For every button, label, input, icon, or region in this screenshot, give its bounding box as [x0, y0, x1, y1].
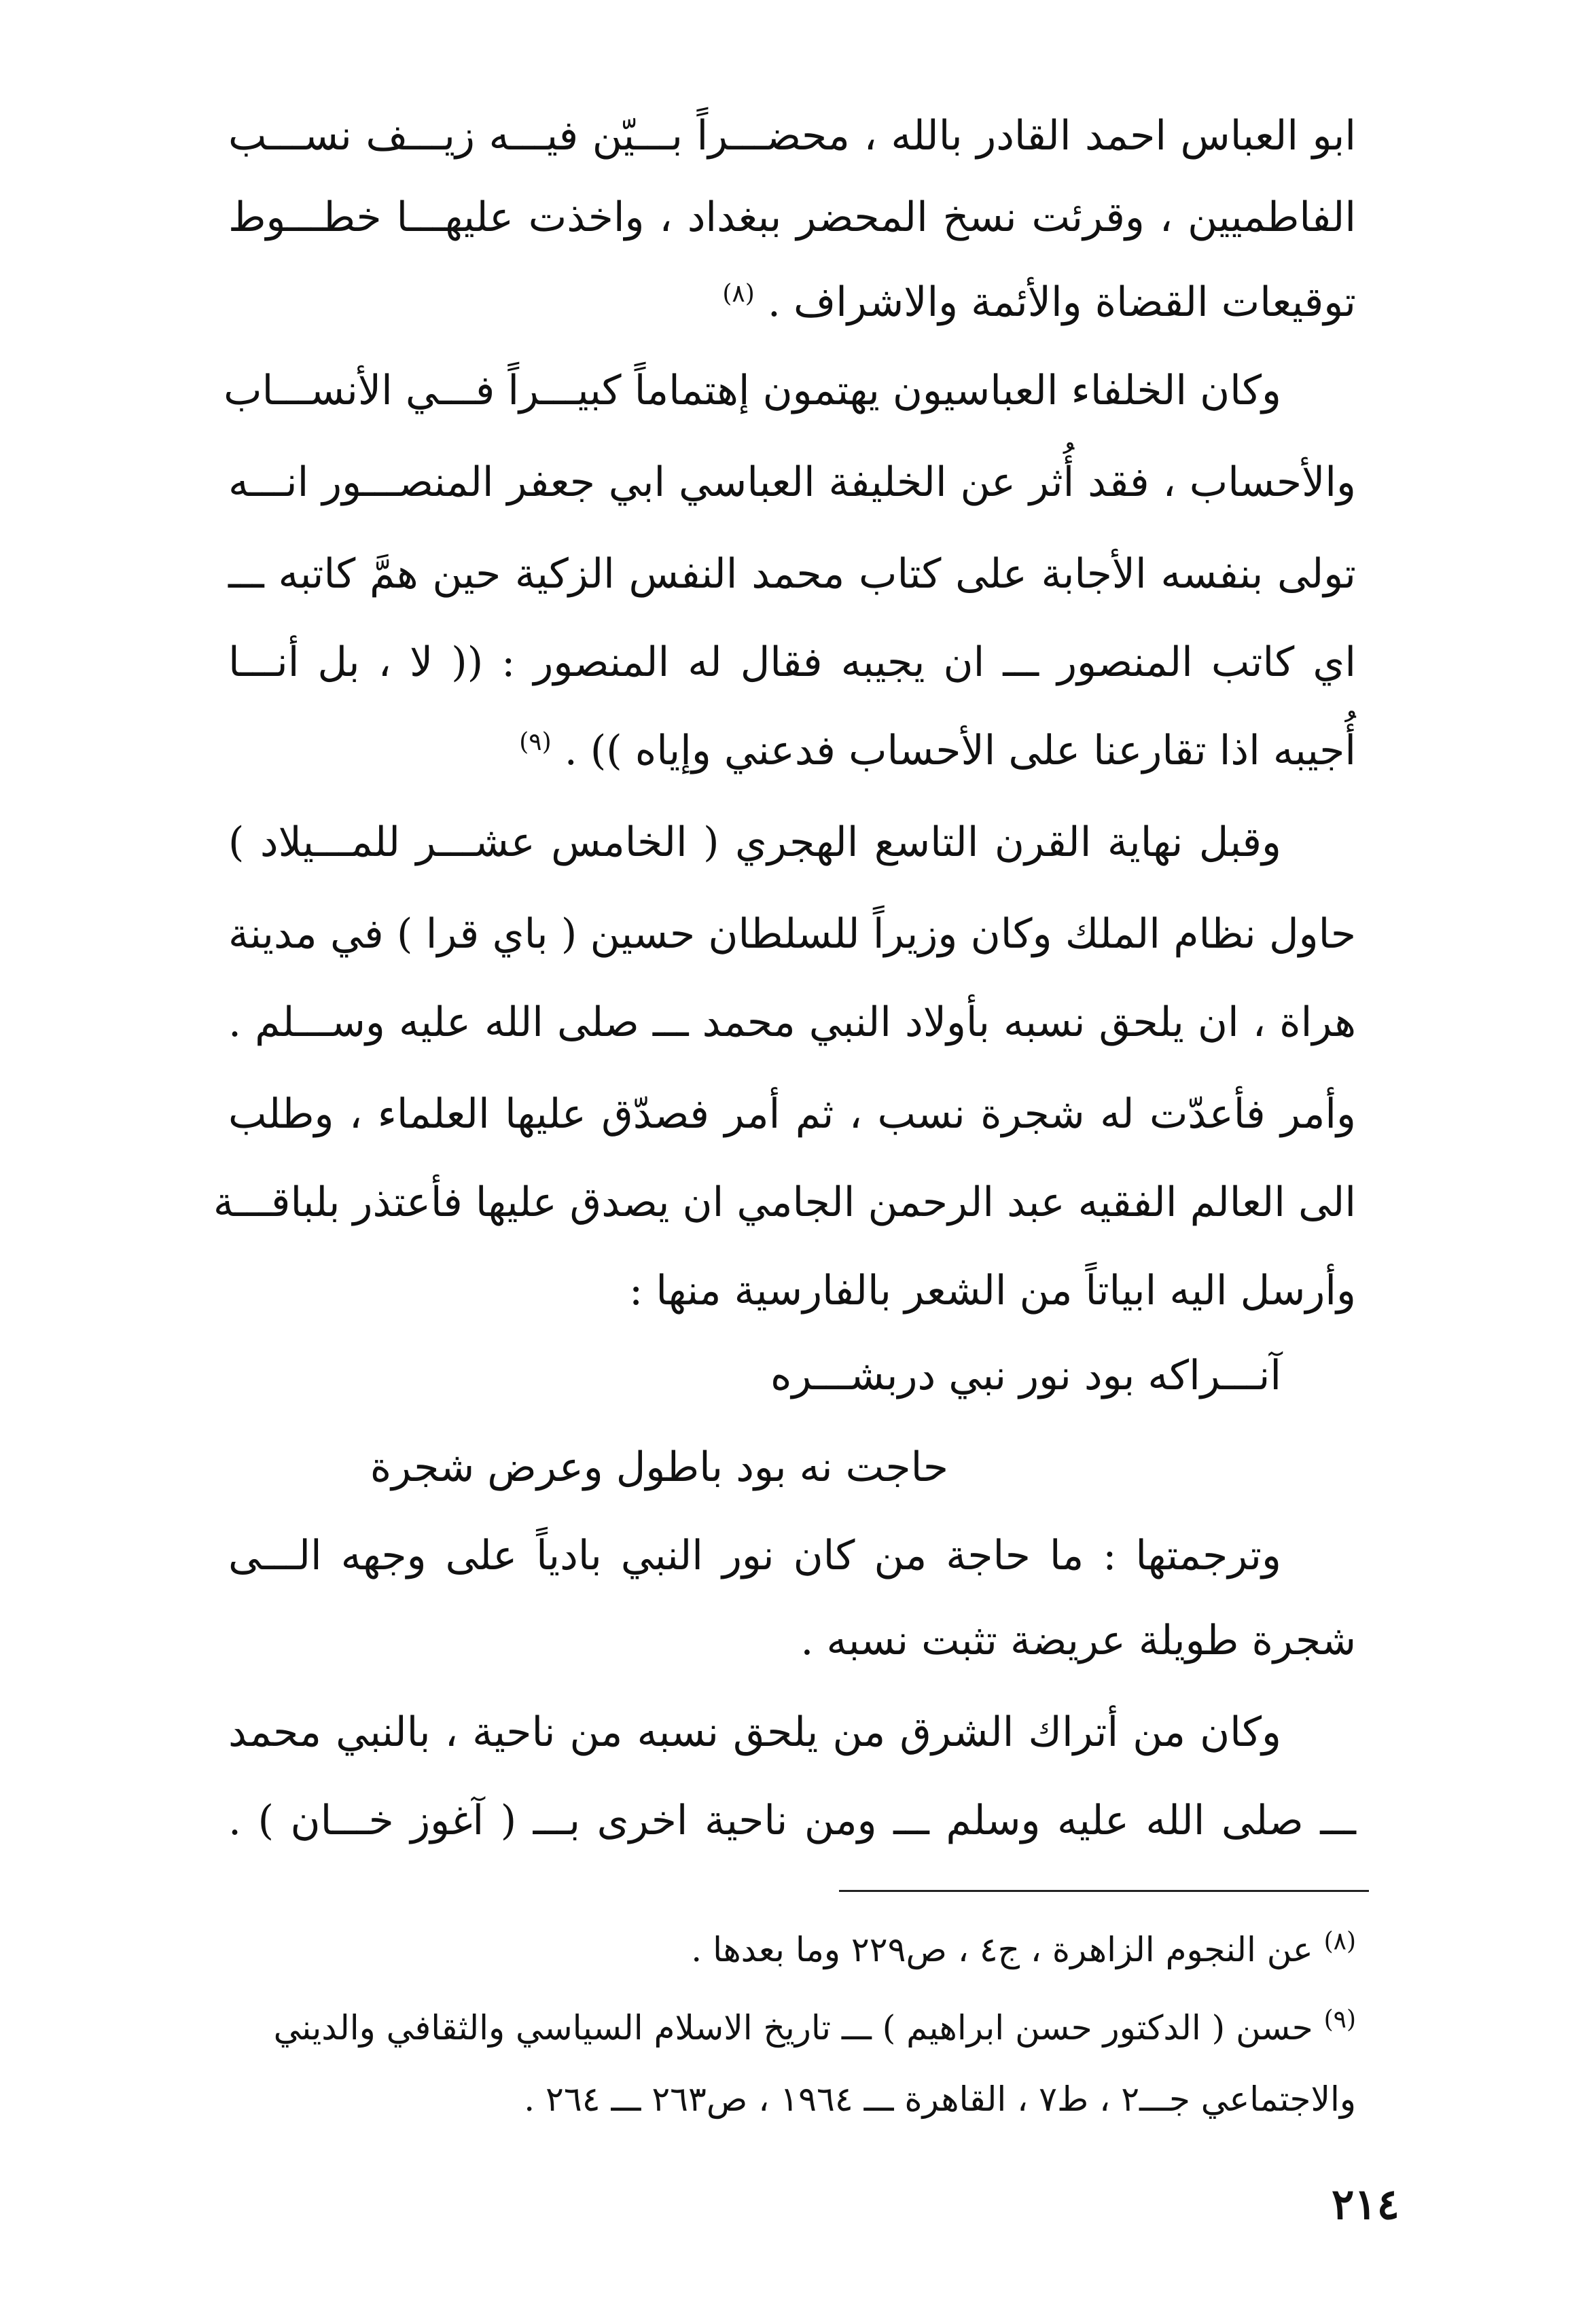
body-line: حاول نظام الملك وكان وزيراً للسلطان حسين ( باي قرا ) في مدينة	[228, 910, 1356, 958]
body-line: هراة ، ان يلحق نسبه بأولاد النبي محمد ـــ صلى الله عليه وســـلم .	[228, 999, 1356, 1046]
body-line: وأرسل اليه ابياتاً من الشعر بالفارسية منها :	[629, 1267, 1356, 1315]
body-line: وكان الخلفاء العباسيون يهتمون إهتماماً كبيـــراً فـــي الأنســـاب	[224, 367, 1281, 414]
footnote-mark: (٨)	[1323, 1927, 1356, 1956]
page-number: ٢١٤	[1332, 2179, 1399, 2229]
footnote-mark: (٩)	[1323, 2005, 1356, 2034]
footnote-ref: (٩)	[519, 728, 552, 756]
body-line: الى العالم الفقيه عبد الرحمن الجامي ان يصدق عليها فأعتذر بلباقـــة	[213, 1179, 1356, 1226]
body-line: تولى بنفسه الأجابة على كتاب محمد النفس الزكية حين همَّ كاتبه ـــ	[228, 550, 1356, 598]
body-line: ـــ صلى الله عليه وسلم ـــ ومن ناحية اخرى بـــ ( آغوز خـــان ) .	[228, 1797, 1356, 1844]
body-line	[228, 710, 1356, 791]
body-line: وأمر فأعدّت له شجرة نسب ، ثم أمر فصدّق عليها العلماء ، وطلب	[228, 1090, 1356, 1138]
body-line: وقبل نهاية القرن التاسع الهجري ( الخامس عشـــر للمـــيلاد )	[228, 819, 1281, 866]
footnote-text: حسن ( الدكتور حسن ابراهيم ) ـــ تاريخ الاسلام السياسي والثقافي والديني	[273, 2008, 1313, 2048]
footnote-separator	[839, 1890, 1369, 1892]
line-text: أُجيبه اذا تقارعنا على الأحساب فدعني وإياه )) .	[564, 727, 1356, 774]
footnote	[228, 1916, 1356, 1984]
body-line: وكان من أتراك الشرق من يلحق نسبه من ناحية ، بالنبي محمد	[228, 1709, 1281, 1756]
footnote	[228, 1994, 1356, 2062]
poem-verse: حاجت نه بود باطول وعرض شجرة	[370, 1444, 948, 1491]
body-line: شجرة طويلة عريضة تثبت نسبه .	[800, 1617, 1356, 1664]
body-line: ابو العباس احمد القادر بالله ، محضـــراً بـــيّن فيـــه زيـــف نســـب	[228, 112, 1356, 160]
footnote-continuation: والاجتماعي جـــ٢ ، ط٧ ، القاهرة ـــ ١٩٦٤ ، ص٢٦٣ ـــ ٢٦٤ .	[524, 2079, 1356, 2119]
poem-verse: آنـــراكه بود نور نبي دربشـــره	[770, 1352, 1281, 1399]
footnote-ref: (٨)	[722, 280, 755, 308]
body-line: وترجمتها : ما حاجة من كان نور النبي بادياً على وجهه الـــى	[228, 1532, 1281, 1579]
body-line: اي كاتب المنصور ـــ ان يجيبه فقال له المنصور : (( لا ، بل أنـــا	[228, 639, 1356, 686]
footnote-text: عن النجوم الزاهرة ، ج٤ ، ص٢٢٩ وما بعدها .	[691, 1930, 1313, 1969]
body-line: الفاطميين ، وقرئت نسخ المحضر ببغداد ، واخذت عليهـــا خطـــوط	[228, 194, 1356, 241]
body-line: والأحساب ، فقد أُثر عن الخليفة العباسي ابي جعفر المنصـــور انـــه	[228, 459, 1356, 506]
body-line	[228, 262, 1356, 343]
line-text: توقيعات القضاة والأئمة والاشراف .	[767, 279, 1356, 326]
